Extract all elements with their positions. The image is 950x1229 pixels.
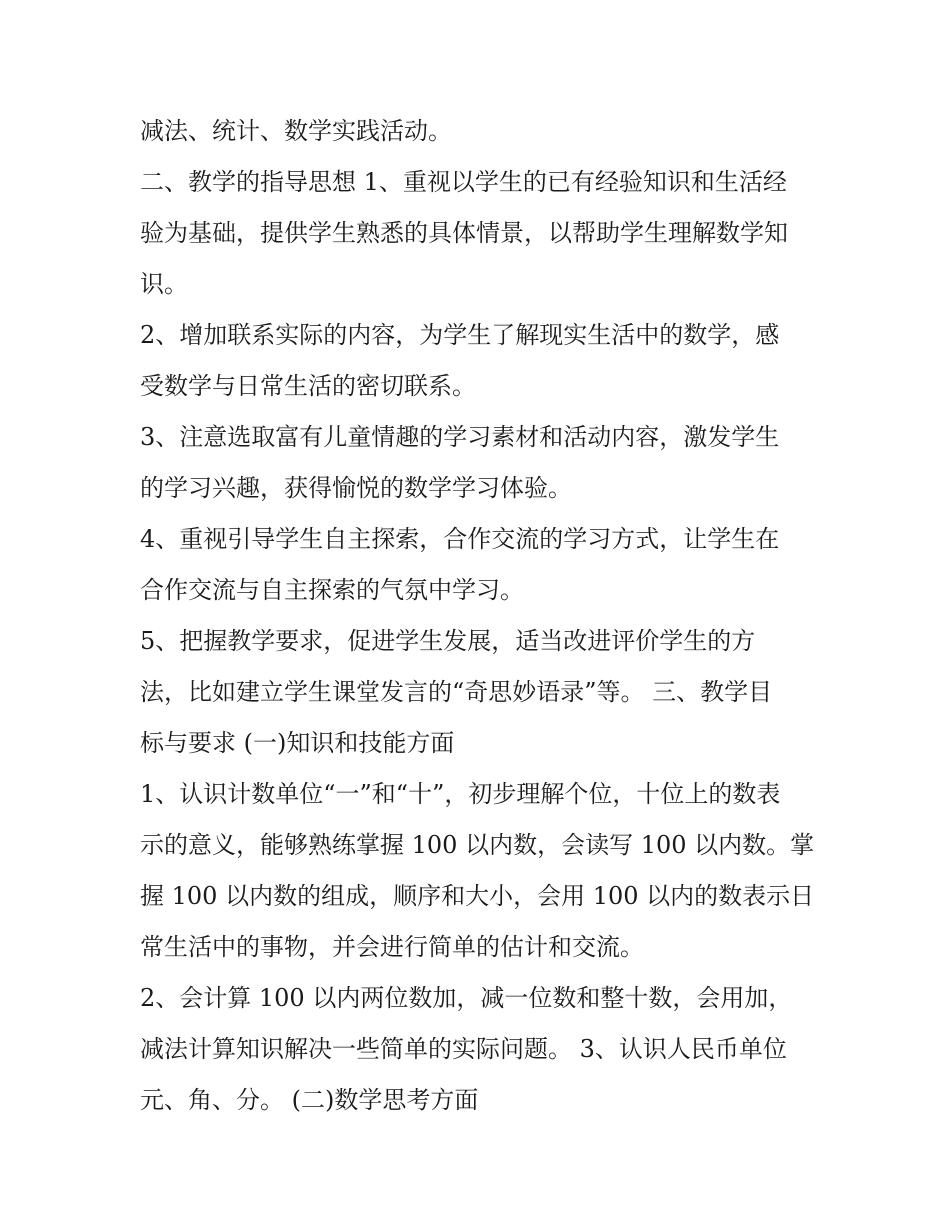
text-line: 减法计算知识解决一些简单的实际问题。 3、认识人民币单位: [140, 1035, 787, 1063]
text-line: 验为基础，提供学生熟悉的具体情景，以帮助学生理解数学知: [140, 219, 788, 247]
text-line: 1、认识计数单位“一”和“十”，初步理解个位，十位上的数表: [140, 780, 781, 808]
text-line: 5、把握教学要求，促进学生发展，适当改进评价学生的方: [140, 627, 756, 655]
text-line: 常生活中的事物，并会进行简单的估计和交流。: [140, 933, 644, 961]
text-line: 3、注意选取富有儿童情趣的学习素材和活动内容，激发学生: [140, 423, 780, 451]
text-line: 2、会计算 100 以内两位数加，减一位数和整十数，会用加，: [140, 984, 793, 1012]
text-line: 握 100 以内数的组成，顺序和大小，会用 100 以内的数表示日: [140, 882, 815, 910]
document-body: [140, 106, 830, 1126]
text-line: 2、增加联系实际的内容，为学生了解现实生活中的数学，感: [140, 321, 780, 349]
text-line: 法，比如建立学生课堂发言的“奇思妙语录”等。 三、教学目: [140, 678, 773, 706]
text-line: 识。: [140, 270, 188, 298]
text-line: 受数学与日常生活的密切联系。: [140, 372, 476, 400]
text-line: 合作交流与自主探索的气氛中学习。: [140, 576, 524, 604]
text-line: 二、教学的指导思想 1、重视以学生的已有经验知识和生活经: [140, 168, 787, 196]
text-line: 的学习兴趣，获得愉悦的数学学习体验。: [140, 474, 572, 502]
text-line: 4、重视引导学生自主探索，合作交流的学习方式，让学生在: [140, 525, 780, 553]
text-line: 标与要求 (一)知识和技能方面: [140, 729, 455, 757]
text-line: 减法、统计、数学实践活动。: [140, 117, 452, 145]
text-line: 元、角、分。 (二)数学思考方面: [140, 1086, 479, 1114]
text-line: 示的意义，能够熟练掌握 100 以内数，会读写 100 以内数。掌: [140, 831, 815, 859]
